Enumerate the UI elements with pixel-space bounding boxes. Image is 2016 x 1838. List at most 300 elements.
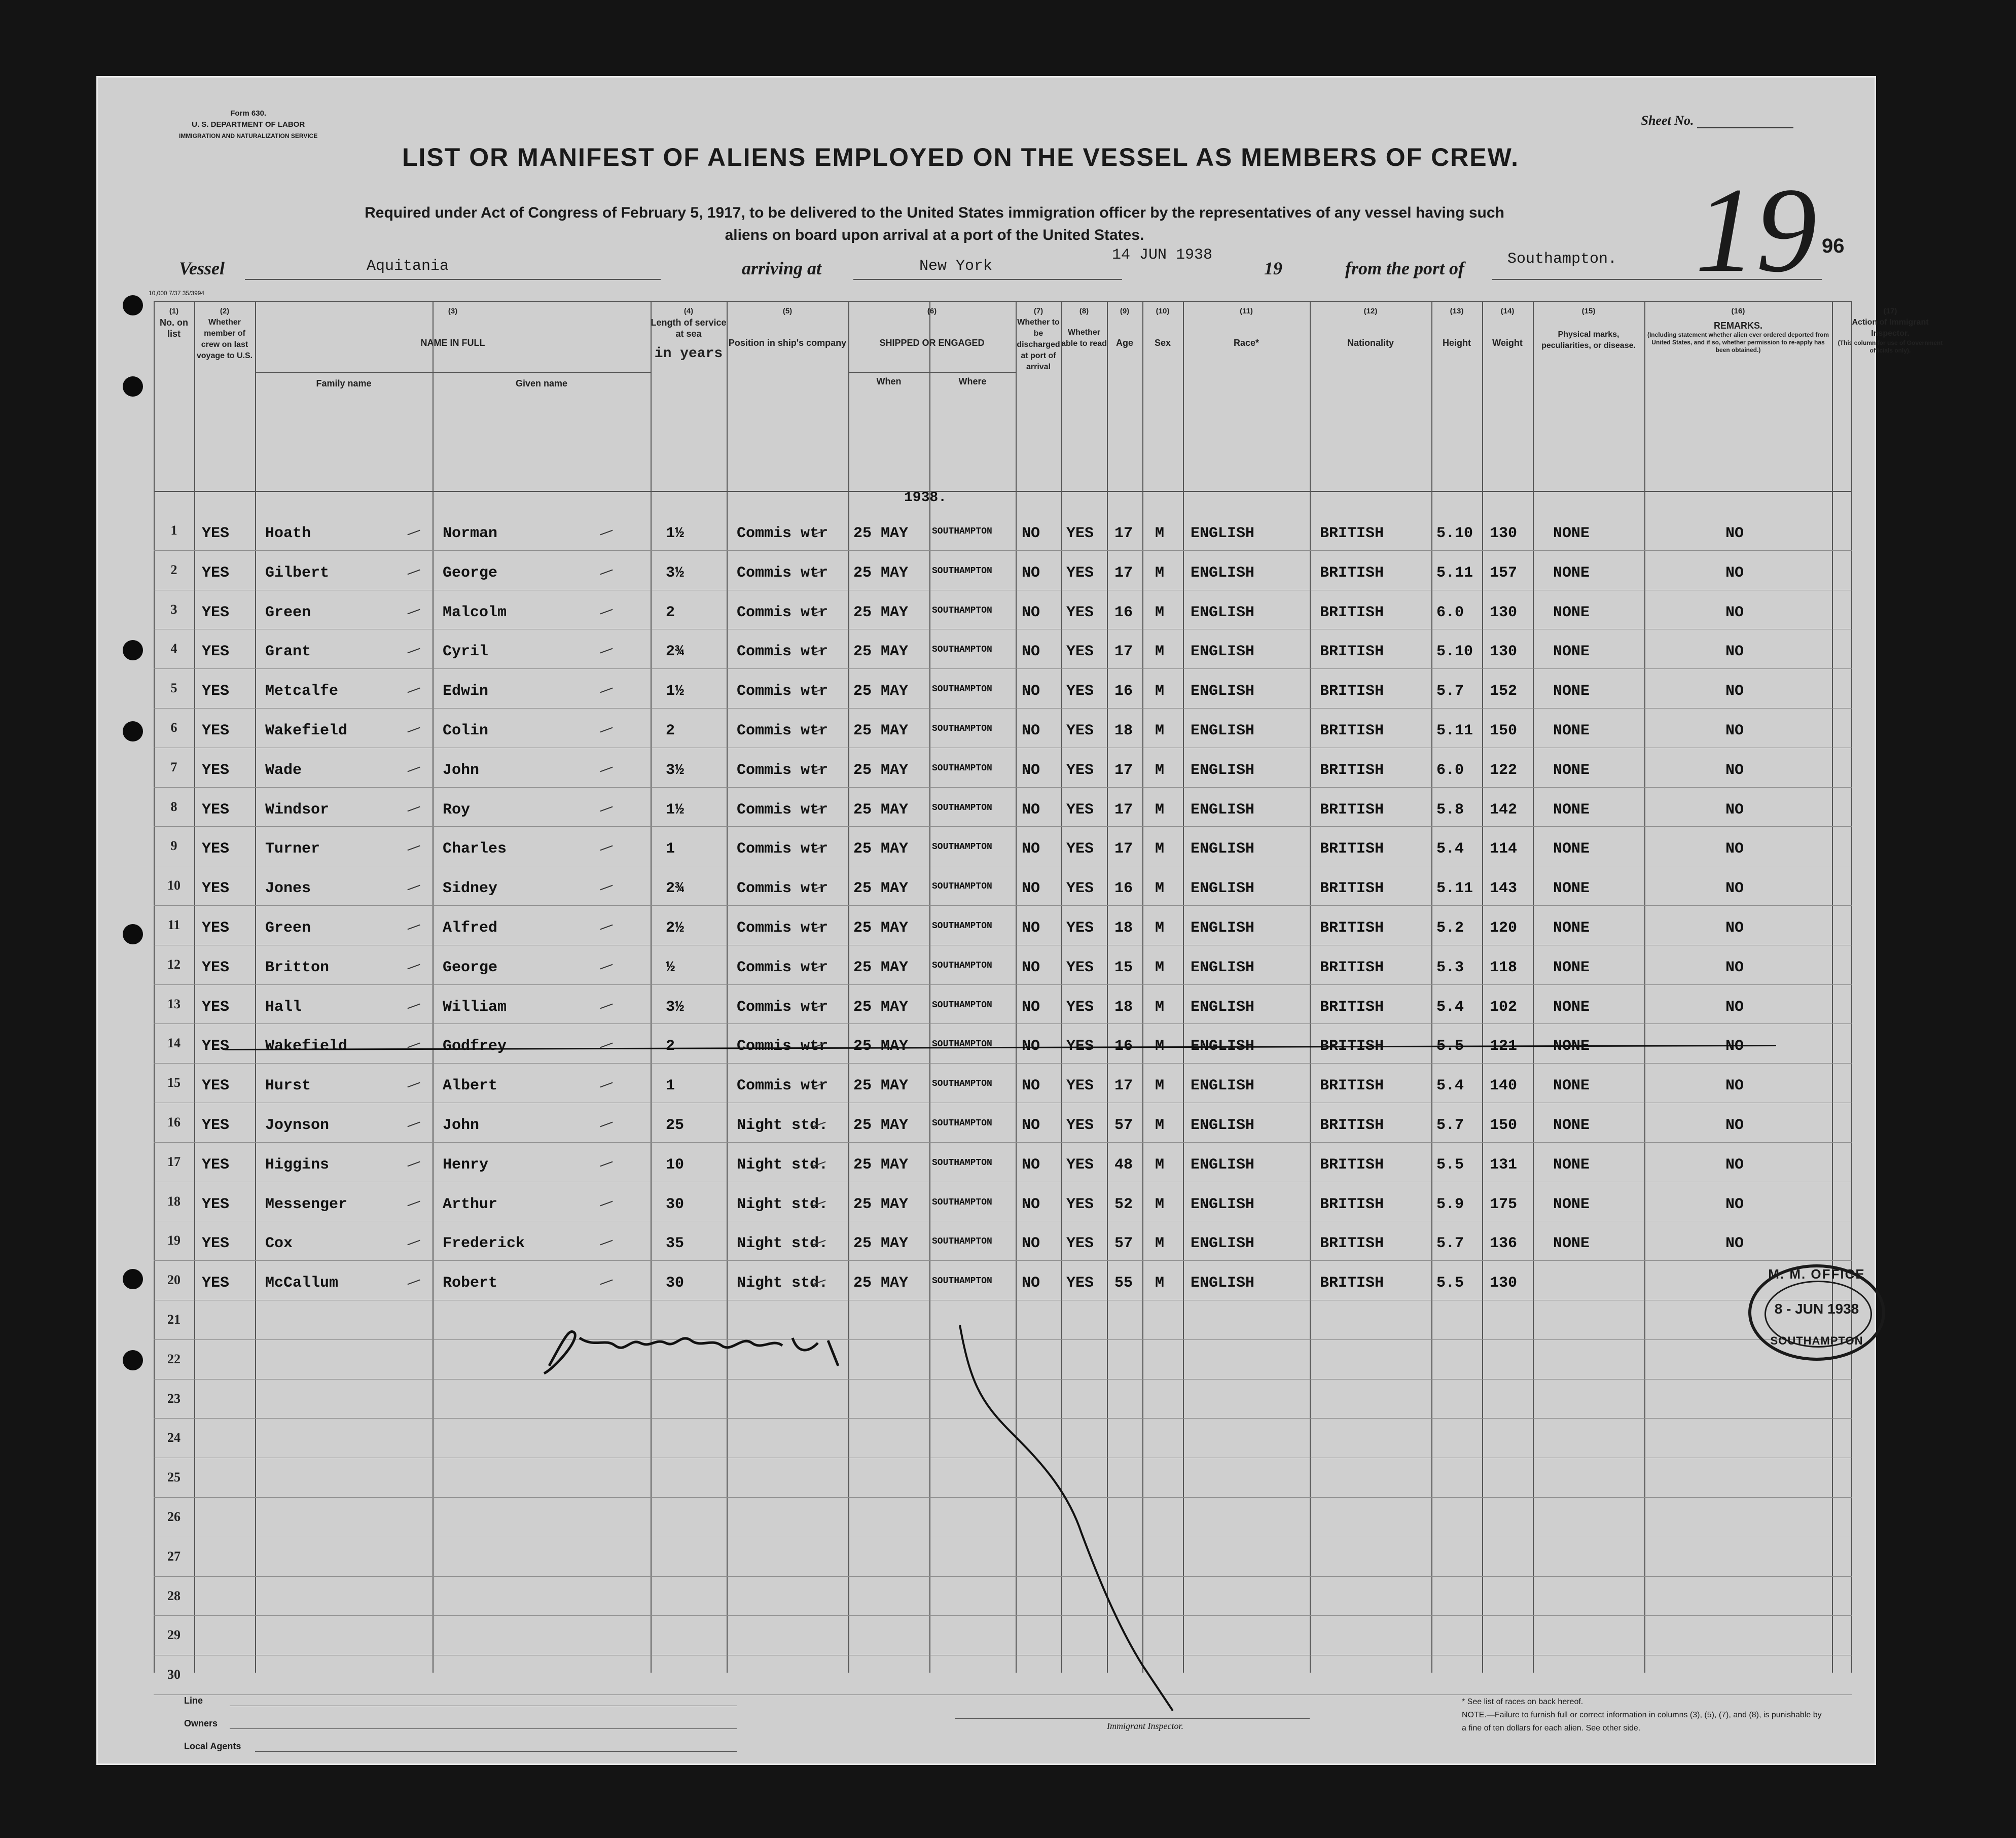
- nationality-cell: BRITISH: [1320, 801, 1384, 819]
- discharge-cell: NO: [1022, 761, 1040, 779]
- inspector-label: Immigrant Inspector.: [1107, 1721, 1183, 1731]
- header-position: (5) Position in ship's company: [728, 307, 847, 348]
- tick-mark: [600, 964, 613, 969]
- row-number: 23: [167, 1391, 181, 1406]
- tick-mark: [600, 1280, 613, 1285]
- tick-mark: [600, 1082, 613, 1088]
- arrival-date: 14 JUN 1938: [1112, 246, 1213, 264]
- service-cell: 3½: [666, 761, 685, 779]
- read-cell: YES: [1066, 761, 1094, 779]
- service-cell: 2: [666, 722, 675, 739]
- nationality-cell: BRITISH: [1320, 722, 1384, 739]
- remarks-cell: NO: [1725, 722, 1744, 739]
- remarks-cell: NO: [1725, 1117, 1744, 1134]
- weight-cell: 118: [1490, 959, 1518, 976]
- age-cell: 17: [1114, 840, 1133, 858]
- nationality-cell: BRITISH: [1320, 683, 1384, 700]
- position-cell: Commis wtr: [737, 880, 829, 898]
- table-row: [154, 908, 1847, 948]
- read-cell: YES: [1066, 920, 1094, 937]
- discharge-cell: NO: [1022, 1038, 1040, 1055]
- form-header: [179, 108, 317, 142]
- nationality-cell: BRITISH: [1320, 643, 1384, 661]
- shipped-where-cell: SOUTHAMPTON: [932, 802, 992, 813]
- height-cell: 5.5: [1436, 1156, 1464, 1174]
- marks-cell: NONE: [1553, 761, 1590, 779]
- age-cell: 17: [1114, 564, 1133, 582]
- subtitle-line-1: Required under Act of Congress of February 5, 1917, to be delivered to the United States immigration officer by the representatives of any vessel having such: [365, 204, 1504, 221]
- sex-cell: M: [1155, 959, 1165, 976]
- family-name-cell: Wakefield: [265, 1038, 348, 1055]
- shipped-when-cell: 25 MAY: [853, 604, 909, 621]
- tick-mark: [600, 1161, 613, 1167]
- header-when: When: [876, 376, 902, 386]
- year-header: 1938.: [904, 490, 947, 506]
- tick-mark: [407, 1200, 420, 1206]
- discharge-cell: NO: [1022, 840, 1040, 858]
- shipped-when-cell: 25 MAY: [853, 998, 909, 1016]
- subtitle-line-2: aliens on board upon arrival at a port of the United States.: [725, 227, 1144, 243]
- table-row: [154, 711, 1847, 751]
- shipped-where-cell: SOUTHAMPTON: [932, 1000, 992, 1010]
- weight-cell: 130: [1490, 604, 1518, 621]
- remarks-cell: NO: [1725, 801, 1744, 819]
- member-cell: YES: [202, 564, 230, 582]
- weight-cell: 150: [1490, 1117, 1518, 1134]
- tick-mark: [407, 648, 420, 654]
- binder-hole: [123, 640, 143, 660]
- tick-mark: [600, 688, 613, 693]
- given-name-cell: John: [443, 1117, 480, 1134]
- sex-cell: M: [1155, 1038, 1165, 1055]
- service-cell: ½: [666, 959, 675, 976]
- row-number: 5: [170, 681, 177, 696]
- shipped-when-cell: 25 MAY: [853, 564, 909, 582]
- weight-cell: 122: [1490, 761, 1518, 779]
- family-name-cell: Hurst: [265, 1077, 311, 1095]
- row-number: 25: [167, 1470, 181, 1485]
- row-number: 4: [170, 641, 177, 656]
- tick-mark: [407, 1043, 420, 1048]
- height-cell: 5.4: [1436, 998, 1464, 1016]
- family-name-cell: Joynson: [265, 1117, 330, 1134]
- binder-hole: [123, 1269, 143, 1289]
- read-cell: YES: [1066, 604, 1094, 621]
- table-row: [154, 829, 1847, 869]
- shipped-where-cell: SOUTHAMPTON: [932, 763, 992, 773]
- family-name-cell: Wade: [265, 761, 302, 779]
- row-number: 21: [167, 1312, 181, 1327]
- nationality-cell: BRITISH: [1320, 1275, 1384, 1292]
- age-cell: 17: [1114, 801, 1133, 819]
- stamp-top: M. M. OFFICE: [1768, 1266, 1865, 1282]
- member-cell: YES: [202, 1235, 230, 1253]
- row-number: 2: [170, 562, 177, 577]
- header-weight: (14) Weight: [1492, 307, 1523, 348]
- table-row: [154, 790, 1847, 830]
- nationality-cell: BRITISH: [1320, 1077, 1384, 1095]
- tick-mark: [407, 530, 420, 536]
- tick-mark: [600, 1122, 613, 1127]
- nationality-cell: BRITISH: [1320, 1235, 1384, 1253]
- table-row: [154, 751, 1847, 790]
- weight-cell: 130: [1490, 1275, 1518, 1292]
- family-name-cell: Wakefield: [265, 722, 348, 739]
- position-cell: Night std.: [737, 1275, 829, 1292]
- sex-cell: M: [1155, 920, 1165, 937]
- marks-cell: NONE: [1553, 959, 1590, 976]
- height-cell: 5.5: [1436, 1038, 1464, 1055]
- race-cell: ENGLISH: [1191, 959, 1255, 976]
- page-number: 96: [1822, 235, 1845, 257]
- tick-mark: [600, 1003, 613, 1009]
- position-cell: Night std.: [737, 1235, 829, 1253]
- member-cell: YES: [202, 643, 230, 661]
- row-number: 12: [167, 957, 181, 972]
- read-cell: YES: [1066, 1038, 1094, 1055]
- marks-cell: NONE: [1553, 1077, 1590, 1095]
- marks-cell: NONE: [1553, 801, 1590, 819]
- service-cell: 1½: [666, 801, 685, 819]
- family-name-cell: Green: [265, 604, 311, 621]
- tick-mark: [407, 1122, 420, 1127]
- row-number: 6: [170, 720, 177, 735]
- shipped-when-cell: 25 MAY: [853, 643, 909, 661]
- tick-mark: [407, 845, 420, 851]
- page-title: LIST OR MANIFEST OF ALIENS EMPLOYED ON THE VESSEL AS MEMBERS OF CREW.: [402, 143, 1519, 171]
- header-remarks: (16) REMARKS. (Including statement whether alien ever ordered deported from United States, and if so, whether permission to re-apply has been obtained.): [1647, 307, 1829, 354]
- header-race: (11) Race*: [1233, 307, 1259, 348]
- discharge-cell: NO: [1022, 604, 1040, 621]
- sex-cell: M: [1155, 998, 1165, 1016]
- member-cell: YES: [202, 880, 230, 898]
- tick-mark: [407, 964, 420, 969]
- port-underline: [853, 279, 1122, 280]
- family-name-cell: Jones: [265, 880, 311, 898]
- read-cell: YES: [1066, 1275, 1094, 1292]
- marks-cell: NONE: [1553, 683, 1590, 700]
- row-number: 19: [167, 1233, 181, 1248]
- row-number: 8: [170, 799, 177, 814]
- sex-cell: M: [1155, 840, 1165, 858]
- race-cell: ENGLISH: [1191, 1195, 1255, 1213]
- binder-hole: [123, 924, 143, 944]
- age-cell: 17: [1114, 525, 1133, 542]
- discharge-cell: NO: [1022, 959, 1040, 976]
- remarks-cell: NO: [1725, 1235, 1744, 1253]
- row-number: 28: [167, 1588, 181, 1603]
- row-number: 3: [170, 602, 177, 617]
- position-cell: Commis wtr: [737, 761, 829, 779]
- nationality-cell: BRITISH: [1320, 998, 1384, 1016]
- age-cell: 16: [1114, 683, 1133, 700]
- sex-cell: M: [1155, 683, 1165, 700]
- row-number: 11: [167, 917, 181, 932]
- tick-mark: [407, 1003, 420, 1009]
- manifest-sheet: [96, 76, 1943, 1765]
- age-cell: 18: [1114, 722, 1133, 739]
- shipped-where-cell: SOUTHAMPTON: [932, 605, 992, 616]
- given-name-cell: John: [443, 761, 480, 779]
- given-name-cell: Colin: [443, 722, 489, 739]
- member-cell: YES: [202, 1275, 230, 1292]
- family-name-cell: Metcalfe: [265, 683, 339, 700]
- sex-cell: M: [1155, 1156, 1165, 1174]
- position-cell: Night std.: [737, 1156, 829, 1174]
- height-cell: 5.5: [1436, 1275, 1464, 1292]
- read-cell: YES: [1066, 959, 1094, 976]
- shipped-when-cell: 25 MAY: [853, 722, 909, 739]
- footer: [164, 1690, 1837, 1761]
- family-name-cell: Turner: [265, 840, 320, 858]
- tick-mark: [600, 727, 613, 733]
- marks-cell: NONE: [1553, 525, 1590, 542]
- height-cell: 5.11: [1436, 564, 1473, 582]
- table-row: [154, 1224, 1847, 1263]
- sheet-number: [1641, 113, 1794, 128]
- service-cell: 2½: [666, 920, 685, 937]
- family-name-cell: Grant: [265, 643, 311, 661]
- row-number: 16: [167, 1115, 181, 1129]
- service-cell: 2¾: [666, 643, 685, 661]
- height-cell: 5.9: [1436, 1195, 1464, 1213]
- read-cell: YES: [1066, 722, 1094, 739]
- age-cell: 52: [1114, 1195, 1133, 1213]
- line-label: Line: [184, 1695, 203, 1706]
- tick-mark: [407, 766, 420, 772]
- discharge-cell: NO: [1022, 1235, 1040, 1253]
- remarks-cell: NO: [1725, 564, 1744, 582]
- tick-mark: [600, 925, 613, 930]
- weight-cell: 131: [1490, 1156, 1518, 1174]
- marks-cell: NONE: [1553, 722, 1590, 739]
- header-family-name: Family name: [316, 378, 372, 388]
- member-cell: YES: [202, 1156, 230, 1174]
- family-name-cell: Green: [265, 920, 311, 937]
- race-cell: ENGLISH: [1191, 920, 1255, 937]
- discharge-cell: NO: [1022, 880, 1040, 898]
- tick-mark: [600, 766, 613, 772]
- marks-cell: NONE: [1553, 840, 1590, 858]
- weight-cell: 121: [1490, 1038, 1518, 1055]
- service-cell: 35: [666, 1235, 685, 1253]
- service-cell: 10: [666, 1156, 685, 1174]
- table-row: [154, 593, 1847, 632]
- position-cell: Commis wtr: [737, 801, 829, 819]
- shipped-when-cell: 25 MAY: [853, 880, 909, 898]
- inspector-blank: [955, 1718, 1310, 1719]
- discharge-cell: NO: [1022, 683, 1040, 700]
- header-where: Where: [958, 376, 987, 386]
- discharge-cell: NO: [1022, 1117, 1040, 1134]
- column-rule: [1851, 301, 1852, 1673]
- race-cell: ENGLISH: [1191, 525, 1255, 542]
- table-row: [154, 1066, 1847, 1106]
- height-cell: 5.8: [1436, 801, 1464, 819]
- height-cell: 5.10: [1436, 643, 1473, 661]
- weight-cell: 114: [1490, 840, 1518, 858]
- given-name-cell: Godfrey: [443, 1038, 507, 1055]
- weight-cell: 130: [1490, 643, 1518, 661]
- row-number: 17: [167, 1154, 181, 1169]
- shipped-when-cell: 25 MAY: [853, 1038, 909, 1055]
- tick-mark: [600, 569, 613, 575]
- member-cell: YES: [202, 1195, 230, 1213]
- age-cell: 18: [1114, 920, 1133, 937]
- weight-cell: 143: [1490, 880, 1518, 898]
- shipped-where-cell: SOUTHAMPTON: [932, 960, 992, 971]
- race-cell: ENGLISH: [1191, 801, 1255, 819]
- race-cell: ENGLISH: [1191, 683, 1255, 700]
- marks-cell: NONE: [1553, 604, 1590, 621]
- remarks-cell: NO: [1725, 840, 1744, 858]
- tick-mark: [600, 648, 613, 654]
- member-cell: YES: [202, 761, 230, 779]
- service-cell: 1: [666, 1077, 675, 1095]
- age-cell: 16: [1114, 1038, 1133, 1055]
- vessel-label: Vessel: [179, 258, 225, 278]
- race-cell: ENGLISH: [1191, 564, 1255, 582]
- tick-mark: [600, 609, 613, 614]
- header-discharge: (7) Whether to be discharged at port of arrival: [1017, 307, 1060, 371]
- nationality-cell: BRITISH: [1320, 959, 1384, 976]
- vessel-underline: [245, 279, 661, 280]
- marks-cell: NONE: [1553, 1195, 1590, 1213]
- vessel-name: Aquitania: [367, 258, 449, 275]
- table-row: [154, 1145, 1847, 1185]
- stamp-date: 8 - JUN 1938: [1774, 1301, 1859, 1317]
- shipped-where-cell: SOUTHAMPTON: [932, 1236, 992, 1247]
- member-cell: YES: [202, 998, 230, 1016]
- shipped-when-cell: 25 MAY: [853, 1077, 909, 1095]
- shipped-where-cell: SOUTHAMPTON: [932, 881, 992, 892]
- arrival-port: New York: [919, 258, 993, 275]
- race-cell: ENGLISH: [1191, 840, 1255, 858]
- shipped-when-cell: 25 MAY: [853, 683, 909, 700]
- read-cell: YES: [1066, 1077, 1094, 1095]
- service-cell: 30: [666, 1275, 685, 1292]
- remarks-cell: NO: [1725, 604, 1744, 621]
- family-name-cell: Windsor: [265, 801, 330, 819]
- race-cell: ENGLISH: [1191, 1117, 1255, 1134]
- remarks-cell: NO: [1725, 998, 1744, 1016]
- nationality-cell: BRITISH: [1320, 761, 1384, 779]
- race-cell: ENGLISH: [1191, 1077, 1255, 1095]
- table-row: [154, 514, 1847, 553]
- header-age: (9) Age: [1115, 307, 1133, 348]
- table-row: [154, 948, 1847, 987]
- row-number: 7: [170, 759, 177, 774]
- binder-hole: [123, 721, 143, 741]
- tick-mark: [600, 806, 613, 811]
- agents-blank: [255, 1751, 737, 1752]
- member-cell: YES: [202, 920, 230, 937]
- race-cell: ENGLISH: [1191, 722, 1255, 739]
- height-cell: 5.2: [1436, 920, 1464, 937]
- shipped-when-cell: 25 MAY: [853, 1156, 909, 1174]
- weight-cell: 120: [1490, 920, 1518, 937]
- read-cell: YES: [1066, 1195, 1094, 1213]
- nationality-cell: BRITISH: [1320, 1038, 1384, 1055]
- service-cell: 3½: [666, 998, 685, 1016]
- header-action: (17) Action of Immigrant Inspector. (This column for use of Government officials only).: [1838, 307, 1943, 354]
- inspector-signature: [534, 1318, 940, 1378]
- member-cell: YES: [202, 1117, 230, 1134]
- weight-cell: 150: [1490, 722, 1518, 739]
- position-cell: Commis wtr: [737, 683, 829, 700]
- position-cell: Commis wtr: [737, 840, 829, 858]
- from-port: Southampton.: [1507, 251, 1617, 268]
- shipped-where-cell: SOUTHAMPTON: [932, 1276, 992, 1287]
- shipped-where-cell: SOUTHAMPTON: [932, 645, 992, 655]
- age-cell: 16: [1114, 604, 1133, 621]
- remarks-cell: NO: [1725, 1038, 1744, 1055]
- header-rule: [154, 301, 1852, 302]
- penalty-note: NOTE.—Failure to furnish full or correct information in columns (3), (5), (7), and (8), is punishable by a fine of ten dollars for each alien. See other side.: [1462, 1711, 1822, 1733]
- shipped-where-cell: SOUTHAMPTON: [932, 842, 992, 853]
- read-cell: YES: [1066, 1156, 1094, 1174]
- height-cell: 5.4: [1436, 840, 1464, 858]
- binder-hole: [123, 376, 143, 397]
- discharge-cell: NO: [1022, 998, 1040, 1016]
- footer-note: [1462, 1695, 1827, 1735]
- discharge-cell: NO: [1022, 1195, 1040, 1213]
- nationality-cell: BRITISH: [1320, 564, 1384, 582]
- member-cell: YES: [202, 683, 230, 700]
- nationality-cell: BRITISH: [1320, 840, 1384, 858]
- shipped-when-cell: 25 MAY: [853, 525, 909, 542]
- header-sex: (10) Sex: [1154, 307, 1171, 348]
- family-name-cell: Hoath: [265, 525, 311, 542]
- row-number: 22: [167, 1351, 181, 1366]
- tick-mark: [407, 609, 420, 614]
- from-port-label: from the port of: [1345, 258, 1465, 278]
- given-name-cell: Sidney: [443, 880, 498, 898]
- table-row: [154, 553, 1847, 593]
- sex-cell: M: [1155, 1235, 1165, 1253]
- tick-mark: [407, 1161, 420, 1167]
- marks-cell: NONE: [1553, 643, 1590, 661]
- height-cell: 5.10: [1436, 525, 1473, 542]
- weight-cell: 157: [1490, 564, 1518, 582]
- shipped-when-cell: 25 MAY: [853, 1117, 909, 1134]
- race-cell: ENGLISH: [1191, 1038, 1255, 1055]
- nationality-cell: BRITISH: [1320, 1156, 1384, 1174]
- header-nationality: (12) Nationality: [1347, 307, 1394, 348]
- remarks-cell: NO: [1725, 880, 1744, 898]
- discharge-cell: NO: [1022, 1077, 1040, 1095]
- service-cell: 1½: [666, 683, 685, 700]
- discharge-cell: NO: [1022, 525, 1040, 542]
- height-cell: 6.0: [1436, 761, 1464, 779]
- year-label: 19: [1264, 258, 1282, 278]
- table-row: [154, 1185, 1847, 1224]
- position-cell: Night std.: [737, 1195, 829, 1213]
- position-cell: Commis wtr: [737, 564, 829, 582]
- shipped-where-cell: SOUTHAMPTON: [932, 684, 992, 695]
- given-name-cell: Frederick: [443, 1235, 525, 1253]
- tick-mark: [407, 925, 420, 930]
- given-name-cell: George: [443, 564, 498, 582]
- tick-mark: [407, 1240, 420, 1246]
- shipped-when-cell: 25 MAY: [853, 1275, 909, 1292]
- shipped-where-cell: SOUTHAMPTON: [932, 921, 992, 931]
- remarks-cell: NO: [1725, 959, 1744, 976]
- tick-mark: [407, 688, 420, 693]
- row-number: 29: [167, 1628, 181, 1643]
- age-cell: 17: [1114, 761, 1133, 779]
- given-name-cell: Roy: [443, 801, 471, 819]
